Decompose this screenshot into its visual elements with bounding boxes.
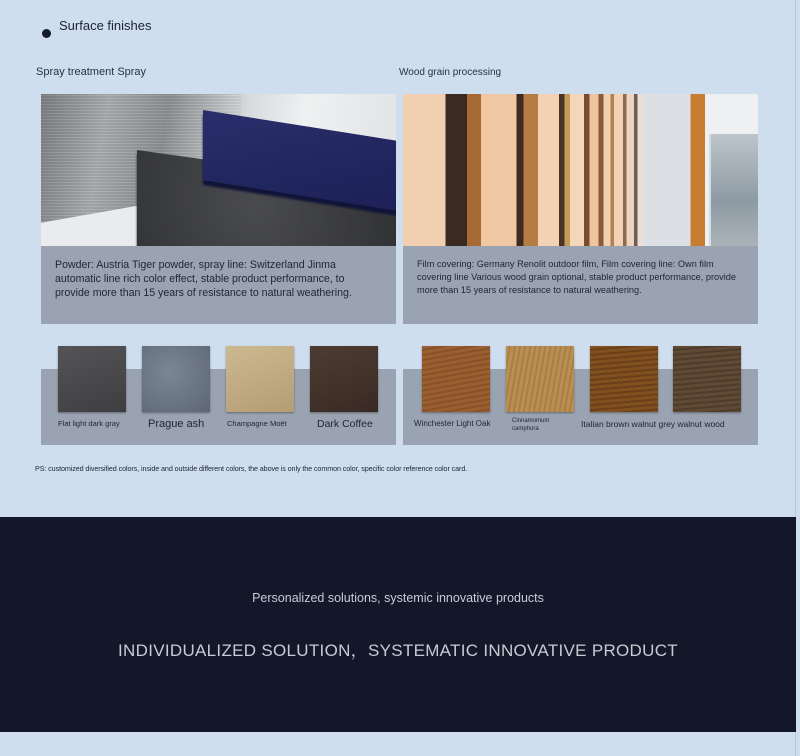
section-header — [42, 18, 152, 38]
spray-description: Powder: Austria Tiger powder, spray line: Switzerland Jinma automatic line rich color effect, stable product performance, to provide more than 15 years of resistance to natural weathering. — [41, 246, 396, 324]
wood-grain-slats-photo — [403, 94, 758, 246]
tagline-large: INDIVIDUALIZED SOLUTION，SYSTEMATIC INNOVATIVE PRODUCT — [118, 641, 678, 660]
footnote: PS: customized diversified colors, inside and outside different colors, the above is only the common color, specific color reference color card. — [35, 464, 468, 473]
swatch-dark-coffee — [310, 346, 378, 412]
swatch-winchester-light-oak — [422, 346, 490, 412]
section-title: Surface finishes — [59, 18, 152, 33]
swatch-champagne-moet — [226, 346, 294, 412]
glass-window — [709, 134, 758, 246]
tagline-small: Personalized solutions, systemic innovative products — [252, 591, 544, 605]
swatch-label-italian-grey-walnut: Italian brown walnut grey walnut wood — [581, 419, 725, 429]
wood-grain-label: Wood grain processing — [399, 67, 502, 78]
spray-treatment-panel — [41, 94, 396, 324]
spray-coated-panels-photo — [41, 94, 396, 246]
swatch-prague-ash — [142, 346, 210, 412]
wood-grain-panel — [403, 94, 758, 324]
spray-treatment-label: Spray treatment Spray — [36, 66, 147, 78]
wood-grain-description: Film covering: Germany Renolit outdoor film, Film covering line: Own film covering line Various wood grain optional, stable product performance, provide more than 15 years of resistance to natural weathering. — [403, 246, 758, 324]
swatch-grey-walnut-wood — [673, 346, 741, 412]
swatch-flat-light-dark-gray — [58, 346, 126, 412]
swatch-italian-brown-walnut — [590, 346, 658, 412]
swatch-label-dark-coffee: Dark Coffee — [317, 418, 373, 430]
swatch-label-champagne-moet: Champagne Moët — [227, 419, 287, 428]
swatch-label-cinnamomum-camphora: Cinnamomum camphora — [512, 418, 550, 432]
bullet-dot-icon — [42, 29, 51, 38]
swatch-label-winchester-light-oak: Winchester Light Oak — [414, 419, 491, 428]
slogan-banner — [0, 517, 796, 732]
swatch-cinnamomum-camphora — [506, 346, 574, 412]
swatch-label-flat-light-dark-gray: Flat light dark gray — [58, 419, 120, 428]
swatch-label-prague-ash: Prague ash — [148, 418, 205, 430]
